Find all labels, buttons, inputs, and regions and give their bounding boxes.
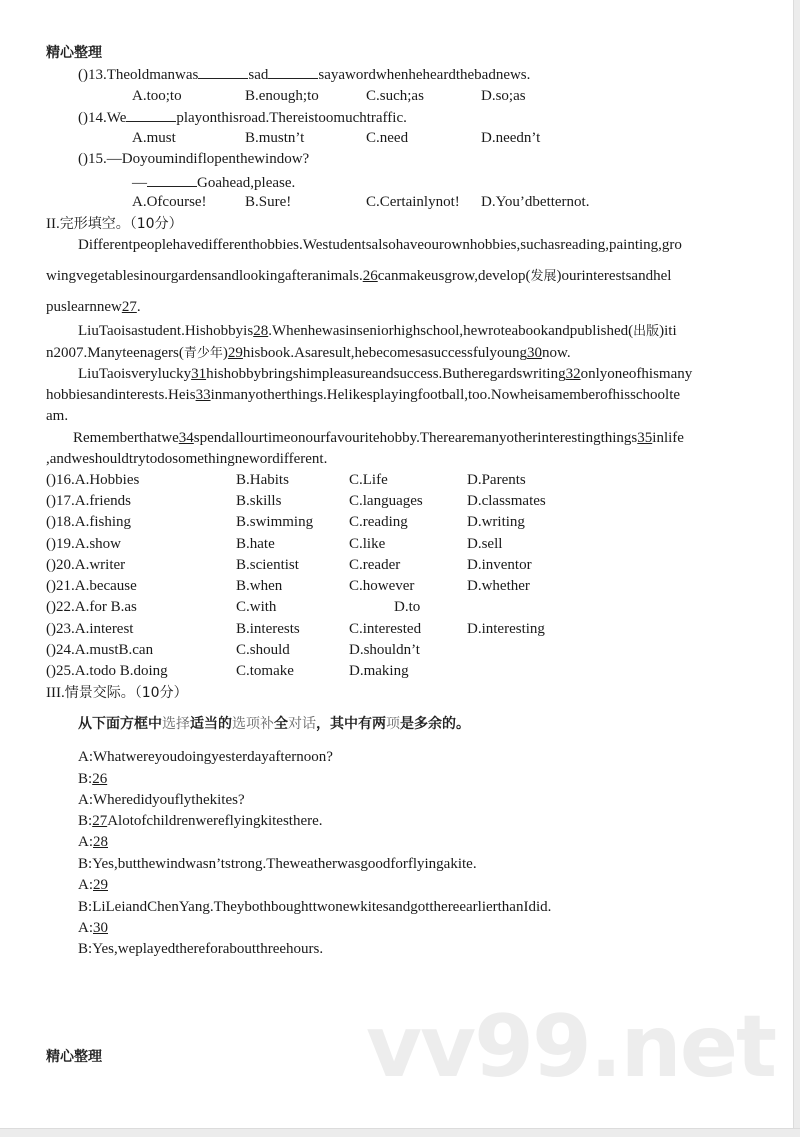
q15-option-b: B.Sure! bbox=[245, 194, 292, 210]
instruction-text: 从下面方框中 bbox=[78, 716, 162, 732]
gloss-cn: 青少年 bbox=[183, 346, 223, 361]
dialogue-blank: 30 bbox=[93, 920, 108, 936]
passage-text: ) bbox=[222, 345, 228, 361]
dialogue-blank: 28 bbox=[93, 834, 108, 850]
blank-27: 27 bbox=[121, 299, 137, 315]
passage-text: canmakeusgrow,develop( bbox=[377, 268, 531, 284]
blank-28: 28 bbox=[253, 323, 269, 339]
page-header-label: 精心整理 bbox=[46, 45, 102, 61]
page-edge-bottom bbox=[0, 1128, 800, 1137]
option-c: C.however bbox=[349, 578, 415, 594]
passage-text: Rememberthatwe bbox=[73, 430, 179, 446]
q15-reply-text: Goahead,please. bbox=[197, 175, 296, 191]
instruction-text: 选择 bbox=[162, 716, 190, 732]
q13-text-a: ()13.Theoldmanwas bbox=[78, 67, 199, 83]
instruction-text: 补 bbox=[260, 716, 274, 732]
question-13-stem bbox=[78, 64, 530, 84]
blank-34: 34 bbox=[178, 430, 194, 446]
instruction-text: 是多余的。 bbox=[400, 716, 470, 732]
option-b: B.swimming bbox=[236, 514, 314, 530]
page-edge-right bbox=[793, 0, 800, 1137]
instruction-text: 对话 bbox=[288, 716, 316, 732]
option-b: B.when bbox=[236, 578, 283, 594]
q13-text-c: sayawordwhenheheardthebadnews. bbox=[318, 67, 531, 83]
option-d: D.whether bbox=[467, 578, 530, 594]
q13-option-c: C.such;as bbox=[366, 88, 424, 104]
option-b: B.hate bbox=[236, 536, 275, 552]
blank-31: 31 bbox=[191, 366, 207, 382]
option-a: ()16.A.Hobbies bbox=[46, 472, 140, 488]
q13-text-b: sad bbox=[248, 67, 269, 83]
passage-text: .Whenhewasinseniorhighschool,hewroteabookandpublished( bbox=[268, 323, 634, 339]
option-a: ()25.A.todo B.doing bbox=[46, 663, 168, 679]
option-c: C.reading bbox=[349, 514, 408, 530]
option-b: B.interests bbox=[236, 621, 300, 637]
dialogue-line bbox=[78, 791, 245, 809]
option-c: C.interested bbox=[349, 621, 422, 637]
blank-29: 29 bbox=[227, 345, 243, 361]
answer-blank bbox=[268, 64, 318, 79]
q14-text-b: playonthisroad.Thereistoomuchtraffic. bbox=[176, 110, 407, 126]
passage-text: hisbook.Asaresult,hebecomesasuccessfulyoung bbox=[242, 345, 527, 361]
instruction-text: 适当的 bbox=[190, 716, 232, 732]
dialogue-text: Alotofchildrenwereflyingkitesthere. bbox=[107, 813, 323, 829]
speaker-label: A: bbox=[78, 792, 93, 808]
q15-option-a: A.Ofcourse! bbox=[132, 194, 207, 210]
q14-option-c: C.need bbox=[366, 130, 409, 146]
dialogue-line bbox=[78, 876, 108, 894]
passage-text: )ourinterestsandhel bbox=[556, 268, 672, 284]
option-d: D.classmates bbox=[467, 493, 546, 509]
speaker-label: B: bbox=[78, 813, 93, 829]
speaker-label: A: bbox=[78, 920, 93, 936]
question-15-stem: ()15.—Doyoumindiflopenthewindow? bbox=[78, 151, 310, 167]
option-d: D.writing bbox=[467, 514, 525, 530]
section-2-heading: 完形填空。（10分） bbox=[59, 216, 183, 232]
option-a: ()19.A.show bbox=[46, 536, 121, 552]
option-b: C.should bbox=[236, 642, 290, 658]
blank-33: 33 bbox=[195, 387, 211, 403]
blank-35: 35 bbox=[637, 430, 653, 446]
q13-option-d: D.so;as bbox=[481, 88, 526, 104]
blank-26: 26 bbox=[362, 268, 378, 284]
question-14-stem bbox=[78, 107, 407, 127]
option-a: ()21.A.because bbox=[46, 578, 137, 594]
passage-line-8: am. bbox=[46, 408, 69, 424]
option-c: C.like bbox=[349, 536, 386, 552]
dialogue-line bbox=[78, 898, 551, 916]
q14-option-a: A.must bbox=[132, 130, 176, 146]
option-a: ()18.A.fishing bbox=[46, 514, 131, 530]
page-footer-label: 精心整理 bbox=[46, 1049, 102, 1065]
answer-blank bbox=[147, 172, 197, 187]
option-b: B.scientist bbox=[236, 557, 299, 573]
option-c: C.reader bbox=[349, 557, 401, 573]
instruction-text: 选项 bbox=[232, 716, 260, 732]
option-d: D.Parents bbox=[467, 472, 526, 488]
speaker-label: B: bbox=[78, 856, 93, 872]
option-a: ()17.A.friends bbox=[46, 493, 131, 509]
passage-line-7 bbox=[46, 386, 680, 404]
dialogue-text: LiLeiandChenYang.TheybothboughttwonewkitesandgotthereearlierthanIdid. bbox=[92, 899, 552, 915]
passage-text: LiuTaoisverylucky bbox=[78, 366, 192, 382]
dialogue-line bbox=[78, 748, 333, 766]
section-2-title bbox=[46, 213, 183, 233]
passage-line-1: Differentpeoplehavedifferenthobbies.Westudentsalsohaveourownhobbies,suchasreading,painting,gro bbox=[78, 237, 682, 253]
option-a: ()23.A.interest bbox=[46, 621, 134, 637]
option-b: B.Habits bbox=[236, 472, 289, 488]
dialogue-line bbox=[78, 940, 323, 958]
section-3-heading: 情景交际。（10分） bbox=[64, 685, 188, 701]
watermark: vv99.net bbox=[366, 997, 776, 1097]
option-b: B.skills bbox=[236, 493, 282, 509]
section-2-number: II. bbox=[46, 216, 60, 232]
passage-text: wingvegetablesinourgardensandlookingafteranimals. bbox=[46, 268, 363, 284]
option-c: D.making bbox=[349, 663, 409, 679]
passage-text: hishobbybringshimpleasureandsuccess.Butheregardswriting bbox=[206, 366, 566, 382]
option-c: C.Life bbox=[349, 472, 388, 488]
dialogue-text: Whatwereyoudoingyesterdayafternoon? bbox=[93, 749, 333, 765]
q13-option-a: A.too;to bbox=[132, 88, 182, 104]
passage-line-4 bbox=[78, 322, 677, 341]
passage-text: inlife bbox=[652, 430, 684, 446]
q14-option-d: D.needn’t bbox=[481, 130, 541, 146]
speaker-label: A: bbox=[78, 877, 93, 893]
passage-text: )iti bbox=[659, 323, 677, 339]
gloss-cn: 出版 bbox=[633, 324, 660, 339]
option-c: C.languages bbox=[349, 493, 423, 509]
dialogue-line bbox=[78, 855, 477, 873]
option-b: C.with bbox=[236, 599, 277, 615]
passage-line-5 bbox=[46, 344, 571, 363]
instruction-text: 全 bbox=[274, 716, 288, 732]
passage-text: onlyoneofhismany bbox=[580, 366, 693, 382]
dialogue-line bbox=[78, 812, 323, 830]
passage-line-3 bbox=[46, 298, 141, 316]
passage-text: spendallourtimeonourfavouritehobby.Therearemanyotherinterestingthings bbox=[193, 430, 638, 446]
option-d: D.inventor bbox=[467, 557, 532, 573]
gloss-cn: 发展 bbox=[530, 269, 557, 284]
passage-text: . bbox=[136, 299, 141, 315]
instruction-text: ，其中有两 bbox=[316, 716, 386, 732]
passage-line-10: ,andweshouldtrytodosomethingnewordifferent. bbox=[46, 451, 328, 467]
dialogue-blank: 29 bbox=[93, 877, 108, 893]
passage-text: puslearnnew bbox=[46, 299, 122, 315]
speaker-label: B: bbox=[78, 899, 93, 915]
passage-text: n2007.Manyteenagers( bbox=[46, 345, 184, 361]
passage-text: hobbiesandinterests.Heis bbox=[46, 387, 196, 403]
dialogue-line bbox=[78, 919, 108, 937]
answer-blank bbox=[198, 64, 248, 79]
q15-option-d: D.You’dbetternot. bbox=[481, 194, 590, 210]
dialogue-text: Wheredidyouflythekites? bbox=[93, 792, 245, 808]
blank-30: 30 bbox=[527, 345, 542, 361]
q14-text-a: ()14.We bbox=[78, 110, 127, 126]
option-c: D.shouldn’t bbox=[349, 642, 420, 658]
passage-text: inmanyotherthings.Helikesplayingfootball,too.Nowheisamemberofhisschoolte bbox=[210, 387, 681, 403]
passage-text: LiuTaoisastudent.Hishobbyis bbox=[78, 323, 254, 339]
dialogue-text: Yes,weplayedthereforaboutthreehours. bbox=[92, 941, 324, 957]
passage-text: now. bbox=[542, 345, 571, 361]
speaker-label: B: bbox=[78, 941, 93, 957]
section-3-title bbox=[46, 682, 188, 702]
passage-line-6 bbox=[78, 365, 692, 383]
question-15-reply bbox=[132, 172, 295, 192]
speaker-label: A: bbox=[78, 749, 93, 765]
speaker-label: B: bbox=[78, 771, 93, 787]
dialogue-blank: 26 bbox=[92, 771, 108, 787]
section-3-number: III. bbox=[46, 685, 65, 701]
option-d: D.sell bbox=[467, 536, 503, 552]
speaker-label: A: bbox=[78, 834, 93, 850]
section-3-instruction bbox=[78, 713, 470, 733]
passage-line-2 bbox=[46, 267, 671, 286]
blank-32: 32 bbox=[565, 366, 581, 382]
option-d: D.to bbox=[394, 599, 421, 615]
q15-dash: — bbox=[132, 175, 147, 191]
dialogue-blank: 27 bbox=[92, 813, 108, 829]
instruction-text: 项 bbox=[386, 716, 400, 732]
option-b: C.tomake bbox=[236, 663, 294, 679]
answer-blank bbox=[126, 107, 176, 122]
passage-line-9 bbox=[73, 429, 684, 447]
option-a: ()24.A.mustB.can bbox=[46, 642, 154, 658]
dialogue-line bbox=[78, 833, 108, 851]
dialogue-text: Yes,butthewindwasn’tstrong.Theweatherwasgoodforflyingakite. bbox=[92, 856, 477, 872]
option-d: D.interesting bbox=[467, 621, 545, 637]
dialogue-line bbox=[78, 770, 107, 788]
q14-option-b: B.mustn’t bbox=[245, 130, 305, 146]
q13-option-b: B.enough;to bbox=[245, 88, 319, 104]
option-a: ()22.A.for B.as bbox=[46, 599, 137, 615]
option-a: ()20.A.writer bbox=[46, 557, 126, 573]
q15-option-c: C.Certainlynot! bbox=[366, 194, 460, 210]
